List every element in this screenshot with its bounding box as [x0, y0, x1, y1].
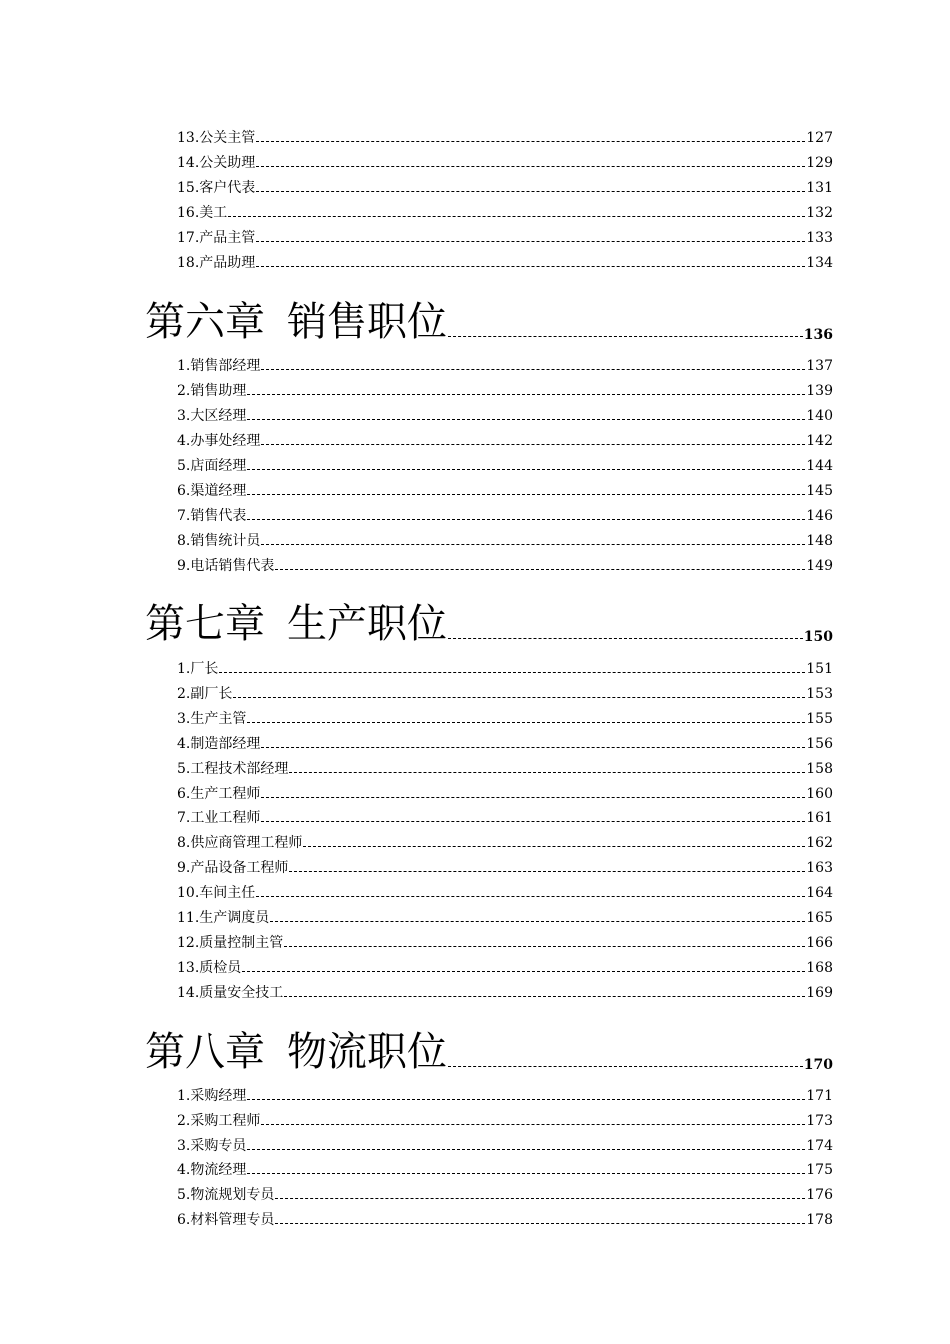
- toc-entry[interactable]: [177, 1210, 833, 1230]
- toc-entry-page: 166: [806, 935, 833, 951]
- toc-entry[interactable]: [177, 506, 833, 526]
- toc-entry[interactable]: [177, 734, 833, 754]
- toc-entry[interactable]: [177, 431, 833, 451]
- toc-entry[interactable]: [177, 759, 833, 779]
- toc-entry[interactable]: [177, 381, 833, 401]
- toc-entry-label: 16.美工: [177, 205, 228, 221]
- chapter-page: 150: [803, 629, 833, 645]
- toc-entry-label: 14.质量安全技工: [177, 985, 284, 1001]
- dot-leader: [256, 266, 805, 267]
- toc-entry-page: 156: [806, 736, 833, 752]
- toc-entry-page: 146: [806, 508, 833, 524]
- dot-leader: [219, 672, 805, 673]
- dot-leader: [247, 1099, 805, 1100]
- toc-entry-page: 176: [806, 1187, 833, 1203]
- chapter-heading-8[interactable]: [145, 1026, 833, 1076]
- dot-leader: [261, 797, 805, 798]
- toc-entry-label: 13.质检员: [177, 960, 242, 976]
- toc-entry-label: 2.副厂长: [177, 686, 233, 702]
- toc-entry[interactable]: [177, 983, 833, 1003]
- chapter-name: 生产职位: [287, 601, 447, 647]
- toc-entry-label: 3.生产主管: [177, 711, 247, 727]
- toc-entry-label: 12.质量控制主管: [177, 935, 284, 951]
- dot-leader: [284, 946, 805, 947]
- dot-leader: [261, 369, 805, 370]
- dot-leader: [275, 1198, 805, 1199]
- toc-entry-label: 8.销售统计员: [177, 533, 261, 549]
- chapter-title: [145, 298, 447, 346]
- dot-leader: [289, 871, 805, 872]
- toc-entry-label: 1.厂长: [177, 661, 219, 677]
- toc-entry-page: 173: [806, 1113, 833, 1129]
- dot-leader: [448, 336, 803, 337]
- toc-entry[interactable]: [177, 178, 833, 198]
- toc-entry-label: 14.公关助理: [177, 155, 256, 171]
- toc-entry[interactable]: [177, 481, 833, 501]
- toc-entry-page: 161: [806, 810, 833, 826]
- toc-entry-label: 9.电话销售代表: [177, 558, 275, 574]
- dot-leader: [256, 241, 805, 242]
- dot-leader: [247, 419, 805, 420]
- toc-entry-page: 139: [806, 383, 833, 399]
- toc-entry-page: 145: [806, 483, 833, 499]
- dot-leader: [261, 444, 805, 445]
- toc-entry-label: 3.采购专员: [177, 1138, 247, 1154]
- toc-entry-page: 175: [806, 1162, 833, 1178]
- toc-entry-label: 13.公关主管: [177, 130, 256, 146]
- dot-leader: [261, 821, 805, 822]
- toc-entry-page: 155: [806, 711, 833, 727]
- toc-entry[interactable]: [177, 1086, 833, 1106]
- dot-leader: [247, 1173, 805, 1174]
- toc-entry-label: 2.采购工程师: [177, 1113, 261, 1129]
- chapter-name: 销售职位: [287, 299, 447, 345]
- toc-entry-label: 4.办事处经理: [177, 433, 261, 449]
- toc-entry-page: 133: [806, 230, 833, 246]
- dot-leader: [275, 1223, 805, 1224]
- toc-entry[interactable]: [177, 933, 833, 953]
- dot-leader: [284, 996, 805, 997]
- toc-entry[interactable]: [177, 709, 833, 729]
- dot-leader: [256, 141, 805, 142]
- toc-entry[interactable]: [177, 784, 833, 804]
- toc-entry[interactable]: [177, 883, 833, 903]
- chapter-number: 第七章: [145, 601, 265, 647]
- toc-entry-page: 163: [806, 860, 833, 876]
- chapter-number: 第八章: [145, 1029, 265, 1075]
- dot-leader: [228, 216, 805, 217]
- toc-entry-page: 148: [806, 533, 833, 549]
- toc-entry[interactable]: [177, 406, 833, 426]
- toc-entry-label: 7.销售代表: [177, 508, 247, 524]
- toc-entry-page: 144: [806, 458, 833, 474]
- toc-entry[interactable]: [177, 908, 833, 928]
- chapter-name: 物流职位: [287, 1029, 447, 1075]
- dot-leader: [247, 519, 805, 520]
- chapter-page: 136: [803, 327, 833, 343]
- dot-leader: [247, 494, 805, 495]
- dot-leader: [256, 166, 805, 167]
- chapter-page: 170: [803, 1057, 833, 1073]
- toc-entry[interactable]: [177, 1185, 833, 1205]
- dot-leader: [275, 569, 805, 570]
- toc-entry-page: 153: [806, 686, 833, 702]
- toc-entry-page: 160: [806, 786, 833, 802]
- toc-entry[interactable]: [177, 858, 833, 878]
- toc-entry[interactable]: [177, 659, 833, 679]
- toc-entry-label: 6.渠道经理: [177, 483, 247, 499]
- toc-entry-label: 5.店面经理: [177, 458, 247, 474]
- dot-leader: [256, 896, 805, 897]
- toc-entry-label: 5.物流规划专员: [177, 1187, 275, 1203]
- dot-leader: [247, 469, 805, 470]
- toc-entry-label: 11.生产调度员: [177, 910, 270, 926]
- toc-entry-page: 168: [806, 960, 833, 976]
- chapter-number: 第六章: [145, 299, 265, 345]
- toc-entry-label: 6.材料管理专员: [177, 1212, 275, 1228]
- chapter-title: [145, 1028, 447, 1076]
- dot-leader: [233, 697, 805, 698]
- toc-entry[interactable]: [177, 128, 833, 148]
- toc-entry[interactable]: [177, 556, 833, 576]
- toc-entry[interactable]: [177, 228, 833, 248]
- dot-leader: [256, 191, 805, 192]
- toc-entry[interactable]: [177, 456, 833, 476]
- dot-leader: [303, 846, 805, 847]
- dot-leader: [242, 971, 805, 972]
- toc-entry-label: 1.销售部经理: [177, 358, 261, 374]
- toc-entry-page: 164: [806, 885, 833, 901]
- toc-entry-label: 10.车间主任: [177, 885, 256, 901]
- toc-entry-page: 174: [806, 1138, 833, 1154]
- toc-entry[interactable]: [177, 808, 833, 828]
- toc-entry[interactable]: [177, 684, 833, 704]
- toc-entry-page: 178: [806, 1212, 833, 1228]
- toc-entry[interactable]: [177, 1136, 833, 1156]
- toc-entry-page: 151: [806, 661, 833, 677]
- dot-leader: [448, 1066, 803, 1067]
- dot-leader: [261, 544, 805, 545]
- toc-entry[interactable]: [177, 833, 833, 853]
- toc-entry-label: 6.生产工程师: [177, 786, 261, 802]
- toc-entry-page: 129: [806, 155, 833, 171]
- toc-entry-page: 169: [806, 985, 833, 1001]
- toc-entry-page: 165: [806, 910, 833, 926]
- toc-entry-label: 9.产品设备工程师: [177, 860, 289, 876]
- chapter-title: [145, 600, 447, 648]
- dot-leader: [247, 722, 805, 723]
- toc-entry-page: 134: [806, 255, 833, 271]
- toc-entry-page: 132: [806, 205, 833, 221]
- toc-entry-label: 2.销售助理: [177, 383, 247, 399]
- dot-leader: [448, 638, 803, 639]
- toc-entry-page: 149: [806, 558, 833, 574]
- toc-entry-page: 162: [806, 835, 833, 851]
- toc-entry-label: 4.物流经理: [177, 1162, 247, 1178]
- chapter-heading-6[interactable]: [145, 296, 833, 346]
- toc-entry-page: 140: [806, 408, 833, 424]
- dot-leader: [261, 1124, 805, 1125]
- toc-entry-page: 127: [806, 130, 833, 146]
- toc-entry-label: 8.供应商管理工程师: [177, 835, 303, 851]
- toc-entry-page: 158: [806, 761, 833, 777]
- toc-entry-label: 18.产品助理: [177, 255, 256, 271]
- toc-entry[interactable]: [177, 958, 833, 978]
- toc-entry-label: 4.制造部经理: [177, 736, 261, 752]
- toc-entry-label: 7.工业工程师: [177, 810, 261, 826]
- toc-entry-label: 1.采购经理: [177, 1088, 247, 1104]
- toc-entry[interactable]: [177, 203, 833, 223]
- toc-entry-label: 15.客户代表: [177, 180, 256, 196]
- toc-entry[interactable]: [177, 253, 833, 273]
- toc-entry-page: 142: [806, 433, 833, 449]
- toc-entry[interactable]: [177, 1160, 833, 1180]
- toc-entry[interactable]: [177, 153, 833, 173]
- toc-entry-label: 17.产品主管: [177, 230, 256, 246]
- dot-leader: [247, 1149, 805, 1150]
- dot-leader: [247, 394, 805, 395]
- toc-entry[interactable]: [177, 531, 833, 551]
- toc-entry-label: 5.工程技术部经理: [177, 761, 289, 777]
- toc-entry-page: 131: [806, 180, 833, 196]
- dot-leader: [270, 921, 805, 922]
- toc-entry[interactable]: [177, 356, 833, 376]
- toc-entry-page: 137: [806, 358, 833, 374]
- chapter-heading-7[interactable]: [145, 598, 833, 648]
- toc-entry[interactable]: [177, 1111, 833, 1131]
- toc-entry-page: 171: [806, 1088, 833, 1104]
- dot-leader: [289, 772, 805, 773]
- toc-entry-label: 3.大区经理: [177, 408, 247, 424]
- dot-leader: [261, 747, 805, 748]
